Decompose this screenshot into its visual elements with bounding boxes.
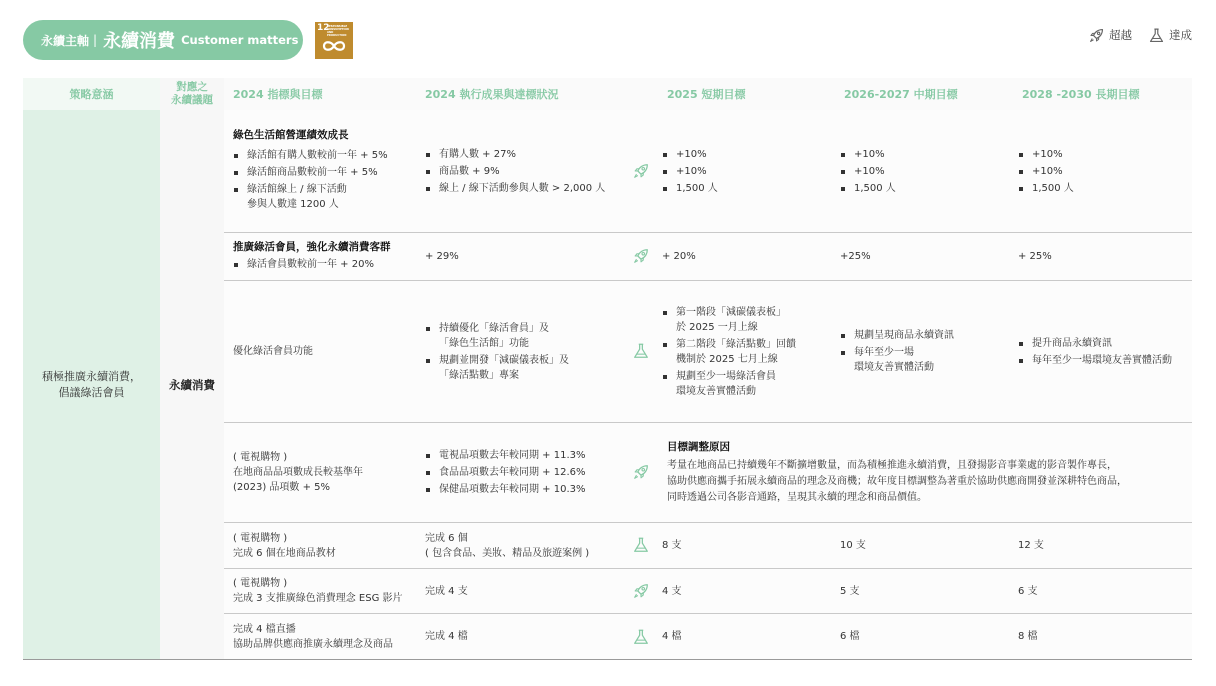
- mid-term-value: 5 支: [840, 585, 860, 597]
- sdg-12-logo: [315, 22, 353, 59]
- column-header-result: 2024 執行成果與達標狀況: [425, 88, 559, 101]
- mid-term-cell: [840, 233, 1000, 280]
- list-item: 商品數 + 9%: [425, 164, 625, 179]
- result-cell: [425, 110, 625, 232]
- list-item: +10%: [662, 147, 822, 162]
- legend-achieve: [1148, 25, 1192, 45]
- list-item: +10%: [1018, 164, 1188, 179]
- mid-term-cell: [840, 614, 1000, 659]
- table-bottom-divider: [23, 659, 1192, 660]
- flask-icon: [632, 628, 650, 646]
- list-item: 綠活館線上 / 線下活動 參與人數達 1200 人: [233, 182, 413, 212]
- long-term-cell: [1018, 569, 1178, 613]
- result-cell: [425, 569, 625, 613]
- legend-exceed-label: 超越: [1109, 28, 1132, 42]
- list-item: 綠活會員數較前一年 + 20%: [233, 257, 423, 272]
- column-header-long-term: 2028 -2030 長期目標: [1022, 88, 1140, 101]
- long-term-value: + 25%: [1018, 251, 1052, 262]
- result-value: 完成 6 個 ( 包含食品、美妝、精品及旅遊案例 ): [425, 532, 590, 559]
- list-item: +10%: [840, 164, 1000, 179]
- result-cell: [425, 281, 625, 422]
- list-item: 持續優化「綠活會員」及 「綠色生活館」功能: [425, 321, 625, 351]
- target-cell: [233, 523, 423, 568]
- result-value: + 29%: [425, 251, 459, 262]
- short-term-cell: [662, 614, 822, 659]
- list-item: 線上 / 線下活動參與人數 > 2,000 人: [425, 181, 625, 196]
- target-title: 綠色生活館營運績效成長: [233, 129, 349, 141]
- issue-column: [160, 78, 224, 660]
- flask-icon: [1148, 27, 1165, 44]
- sdg-number: 12: [317, 23, 330, 33]
- table-row: [224, 110, 1192, 233]
- long-term-value: 8 檔: [1018, 631, 1038, 642]
- list-item: 1,500 人: [662, 181, 822, 196]
- list-item: 電視品項數去年較同期 + 11.3%: [425, 448, 625, 463]
- list-item: 每年至少一場環境友善實體活動: [1018, 353, 1190, 368]
- list-item: 規劃並開發「減碳儀表板」及 「綠活點數」專案: [425, 353, 625, 383]
- short-term-cell: [662, 110, 822, 232]
- target-cell: [233, 614, 423, 659]
- flask-icon: [632, 536, 650, 554]
- mid-term-cell: [840, 523, 1000, 568]
- table-row: [224, 523, 1192, 569]
- column-header-target: 2024 指標與目標: [233, 88, 323, 101]
- infinity-icon: [321, 39, 347, 53]
- column-header-mid-term: 2026-2027 中期目標: [844, 88, 958, 101]
- adjustment-title: 目標調整原因: [667, 440, 730, 453]
- mid-term-cell: [840, 569, 1000, 613]
- table-row: [224, 569, 1192, 614]
- column-header-strategy: 策略意涵: [23, 78, 160, 110]
- legend-achieve-label: 達成: [1169, 28, 1192, 42]
- table-row: [224, 233, 1192, 281]
- theme-title: 永續消費: [103, 31, 176, 52]
- mid-term-cell: [840, 110, 1000, 232]
- table-row: [224, 614, 1192, 659]
- target-text: ( 電視購物 ) 完成 3 支推廣綠色消費理念 ESG 影片: [233, 578, 403, 604]
- rocket-icon: [632, 582, 650, 600]
- short-term-cell: [662, 569, 822, 613]
- long-term-value: 12 支: [1018, 540, 1044, 551]
- list-item: 1,500 人: [1018, 181, 1188, 196]
- list-item: 1,500 人: [840, 181, 1000, 196]
- target-text: ( 電視購物 ) 完成 6 個在地商品教材: [233, 532, 336, 559]
- target-text: 完成 4 檔直播 協助品牌供應商推廣永續理念及商品: [233, 623, 393, 650]
- strategy-text: 積極推廣永續消費， 倡議綠活會員: [23, 110, 160, 660]
- list-item: +10%: [1018, 147, 1188, 162]
- long-term-cell: [1018, 523, 1178, 568]
- table-row: [224, 281, 1192, 423]
- short-term-cell: [662, 281, 832, 422]
- column-header-short-term: 2025 短期目標: [667, 88, 746, 101]
- issue-text: 永續消費: [169, 378, 215, 392]
- theme-banner: [23, 20, 303, 60]
- target-title: 推廣綠活會員，強化永續消費客群: [233, 240, 391, 253]
- rocket-icon: [632, 463, 650, 481]
- mid-term-value: 10 支: [840, 540, 866, 551]
- result-value: 完成 4 檔: [425, 631, 468, 642]
- theme-separator: |: [93, 33, 98, 47]
- result-cell: [425, 233, 625, 280]
- adjustment-text: 考量在地商品已持續幾年不斷擴增數量，而為積極推進永續消費，且發揚影音事業處的影音製作專長， 協助供應商攜手拓展永續商品的理念及商機；故年度目標調整為著重於協助供應商開發並深耕特色商品， 同時透過公司各影音通路，呈現其永續的理念和商品價值。: [667, 459, 1127, 503]
- list-item: 保健品項數去年較同期 + 10.3%: [425, 482, 625, 497]
- list-item: 食品品項數去年較同期 + 12.6%: [425, 465, 625, 480]
- adjustment-note: [667, 423, 1187, 522]
- long-term-cell: [1018, 614, 1178, 659]
- theme-subtitle: Customer matters: [181, 33, 299, 47]
- flask-icon: [632, 342, 650, 360]
- target-cell: [233, 281, 413, 422]
- target-cell: [233, 233, 423, 280]
- mid-term-value: 6 檔: [840, 631, 860, 642]
- list-item: +10%: [840, 147, 1000, 162]
- table-row: [224, 423, 1192, 523]
- target-cell: [233, 110, 413, 232]
- long-term-cell: [1018, 110, 1188, 232]
- list-item: 規劃至少一場綠活會員 環境友善實體活動: [662, 369, 832, 399]
- legend-exceed: [1088, 25, 1132, 45]
- target-text: 優化綠活會員功能: [233, 346, 313, 357]
- short-term-cell: [662, 523, 822, 568]
- theme-label: 永續主軸: [41, 33, 90, 48]
- list-item: 有購人數 + 27%: [425, 147, 625, 162]
- list-item: 第二階段「綠活點數」回饋 機制於 2025 七月上線: [662, 337, 832, 367]
- rocket-icon: [632, 162, 650, 180]
- mid-term-cell: [840, 281, 1010, 422]
- target-cell: [233, 569, 423, 613]
- short-term-value: + 20%: [662, 251, 696, 262]
- short-term-value: 4 支: [662, 585, 682, 597]
- target-text: ( 電視購物 ) 在地商品品項數成長較基準年 (2023) 品項數 + 5%: [233, 452, 363, 493]
- strategy-column: [23, 78, 160, 660]
- result-value: 完成 4 支: [425, 585, 468, 597]
- target-cell: [233, 423, 423, 522]
- sdg-text: RESPONSIBLE CONSUMPTION AND PRODUCTION: [327, 25, 349, 37]
- column-header-issue: 對應之 永續議題: [171, 81, 213, 106]
- list-item: 綠活館有購人數較前一年 + 5%: [233, 148, 413, 163]
- result-cell: [425, 523, 625, 568]
- list-item: 綠活館商品數較前一年 + 5%: [233, 165, 413, 180]
- rocket-icon: [632, 247, 650, 265]
- list-item: 第一階段「減碳儀表板」 於 2025 一月上線: [662, 305, 832, 335]
- list-item: 每年至少一場 環境友善實體活動: [840, 345, 1010, 375]
- result-cell: [425, 614, 625, 659]
- list-item: 規劃呈現商品永續資訊: [840, 328, 1010, 343]
- short-term-value: 4 檔: [662, 631, 682, 642]
- mid-term-value: +25%: [840, 251, 871, 262]
- long-term-cell: [1018, 233, 1178, 280]
- long-term-cell: [1018, 281, 1190, 422]
- rocket-icon: [1088, 27, 1105, 44]
- list-item: 提升商品永續資訊: [1018, 336, 1190, 351]
- short-term-value: 8 支: [662, 540, 682, 551]
- short-term-cell: [662, 233, 822, 280]
- result-cell: [425, 423, 625, 522]
- long-term-value: 6 支: [1018, 585, 1038, 597]
- list-item: +10%: [662, 164, 822, 179]
